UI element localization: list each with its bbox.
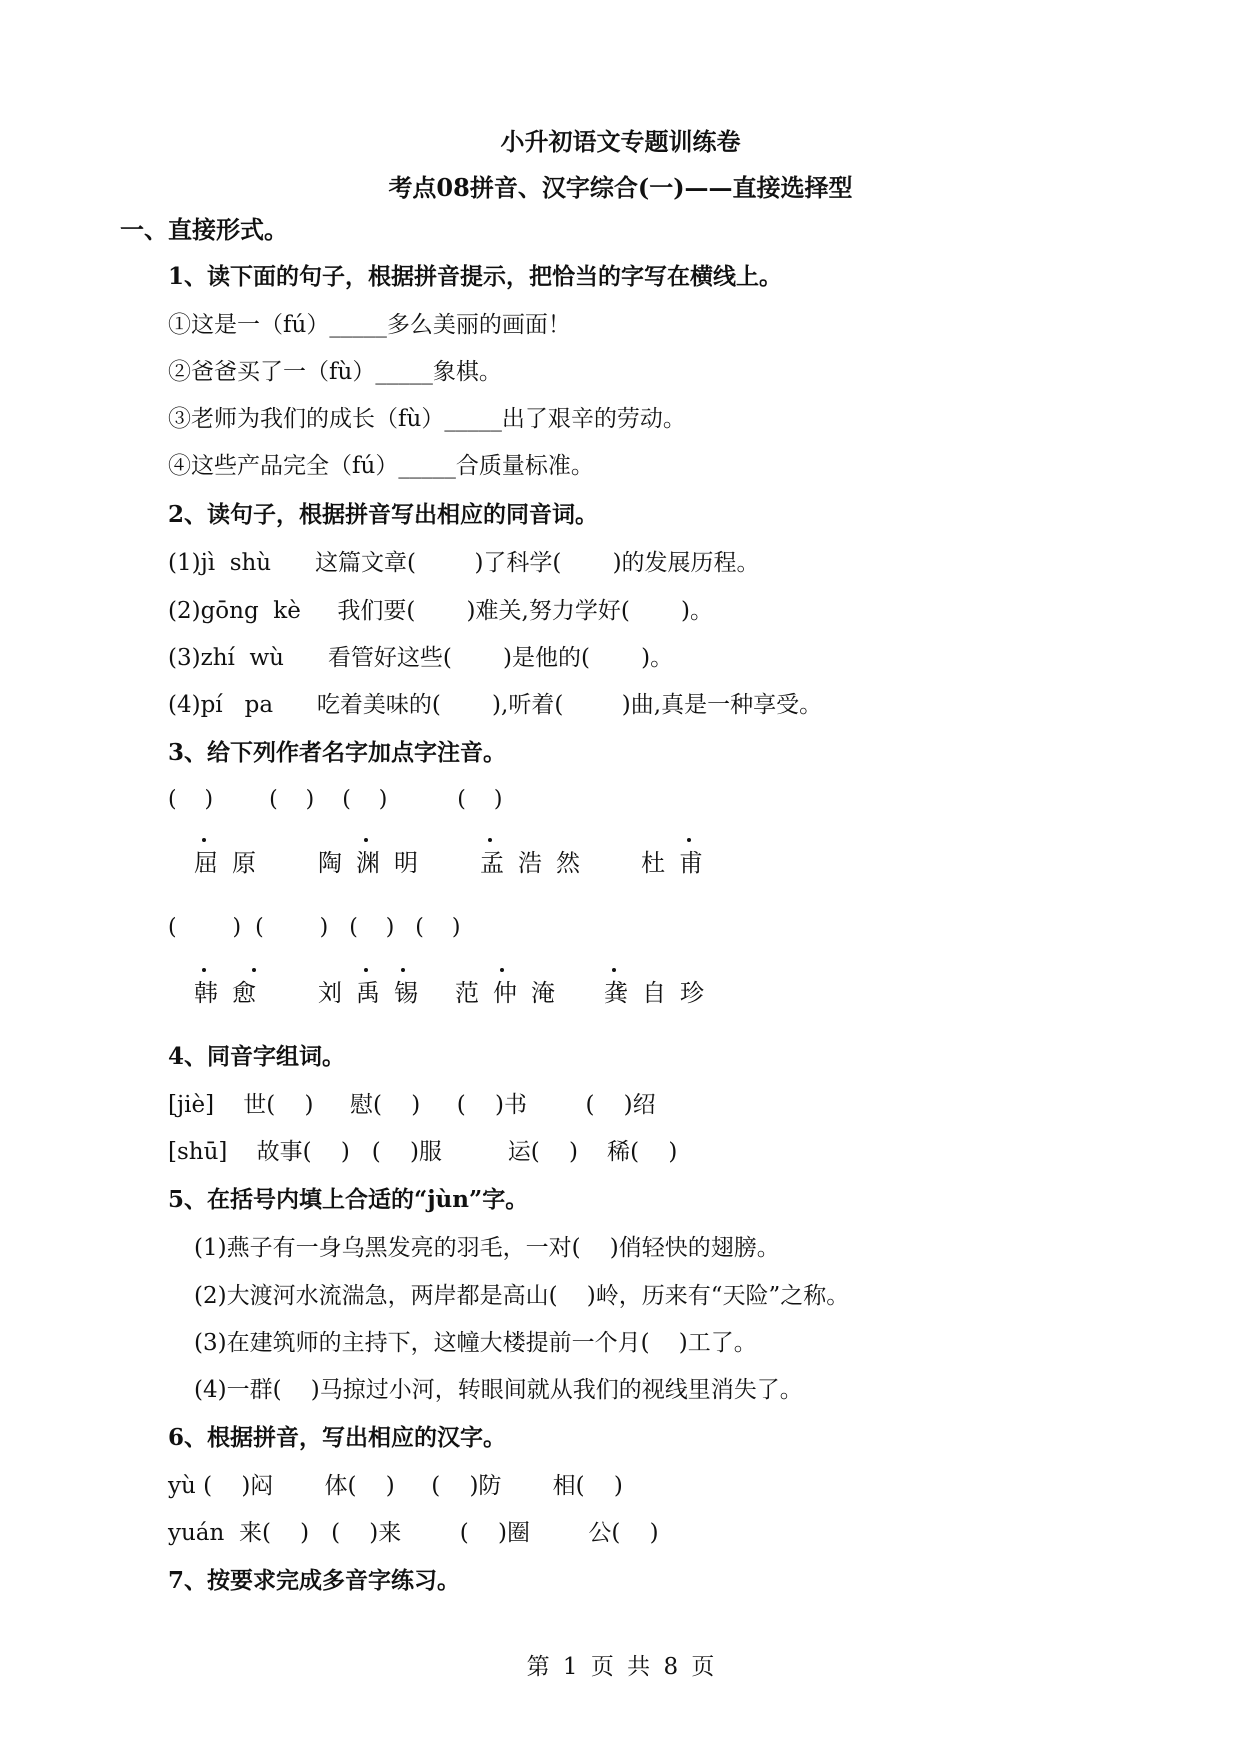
- emphasis-dot: [364, 968, 368, 972]
- question-1-item: ①这是一（fú）_____多么美丽的画面！: [168, 312, 571, 338]
- question-7-prompt: 7、按要求完成多音字练习。: [168, 1567, 461, 1594]
- emphasis-dot: [401, 968, 405, 972]
- question-1-prompt: 1、读下面的句子，根据拼音提示，把恰当的字写在横线上。: [168, 263, 783, 290]
- question-6-item: yù ( )闷 体( ) ( )防 相( ): [168, 1473, 623, 1499]
- author-name: 范仲淹: [455, 979, 569, 1007]
- pinyin-blanks-row-2: ( ) ( ) ( ) ( ): [168, 915, 461, 940]
- question-3-prompt: 3、给下列作者名字加点字注音。: [168, 739, 507, 766]
- question-5-item: (4)一群( )马掠过小河，转眼间就从我们的视线里消失了。: [194, 1377, 803, 1403]
- emphasis-dot: [612, 968, 616, 972]
- author-name: 刘禹锡: [318, 979, 432, 1007]
- emphasis-dot: [500, 968, 504, 972]
- question-4-prompt: 4、同音字组词。: [168, 1043, 346, 1070]
- question-2-item: (1)jì shù 这篇文章( )了科学( )的发展历程。: [168, 550, 760, 576]
- emphasis-dot: [202, 968, 206, 972]
- question-5-item: (2)大渡河水流湍急，两岸都是高山( )岭，历来有“天险”之称。: [194, 1283, 850, 1309]
- question-1-item: ②爸爸买了一（fù）_____象棋。: [168, 359, 502, 385]
- question-5-item: (1)燕子有一身乌黑发亮的羽毛，一对( )俏轻快的翅膀。: [194, 1235, 780, 1261]
- emphasis-dot: [252, 968, 256, 972]
- author-name: 韩愈: [194, 979, 270, 1007]
- question-1-item: ④这些产品完全（fú）_____合质量标准。: [168, 453, 594, 479]
- question-4-item: [jiè] 世( ) 慰( ) ( )书 ( )绍: [168, 1092, 656, 1118]
- page-subtitle: 考点08拼音、汉字综合(一)——直接选择型: [388, 173, 853, 202]
- page-title: 小升初语文专题训练卷: [500, 127, 741, 156]
- question-5-prompt: 5、在括号内填上合适的“jùn”字。: [168, 1186, 529, 1213]
- author-name: 龚自珍: [604, 979, 718, 1007]
- emphasis-dot: [202, 838, 206, 842]
- emphasis-dot: [687, 838, 691, 842]
- author-name: 杜甫: [641, 849, 717, 877]
- question-6-item: yuán 来( ) ( )来 ( )圈 公( ): [168, 1520, 659, 1546]
- question-6-prompt: 6、根据拼音，写出相应的汉字。: [168, 1424, 507, 1451]
- emphasis-dot: [488, 838, 492, 842]
- question-2-item: (3)zhí wù 看管好这些( )是他的( )。: [168, 645, 674, 671]
- author-name: 屈原: [194, 849, 270, 877]
- pinyin-blanks-row-1: ( ) ( ) ( ) ( ): [168, 787, 503, 812]
- page-footer: 第 1 页 共 8 页: [526, 1654, 715, 1680]
- question-1-item: ③老师为我们的成长（fù）_____出了艰辛的劳动。: [168, 406, 686, 432]
- question-2-prompt: 2、读句子，根据拼音写出相应的同音词。: [168, 501, 599, 528]
- section-heading: 一、直接形式。: [120, 215, 288, 244]
- question-5-item: (3)在建筑师的主持下，这幢大楼提前一个月( )工了。: [194, 1330, 757, 1356]
- emphasis-dot: [364, 838, 368, 842]
- question-4-item: [shū] 故事( ) ( )服 运( ) 稀( ): [168, 1139, 678, 1165]
- author-name: 陶渊明: [318, 849, 432, 877]
- question-2-item: (4)pí pa 吃着美味的( ),听着( )曲,真是一种享受。: [168, 692, 823, 718]
- question-2-item: (2)gōng kè 我们要( )难关,努力学好( )。: [168, 598, 713, 624]
- author-name: 孟浩然: [480, 849, 594, 877]
